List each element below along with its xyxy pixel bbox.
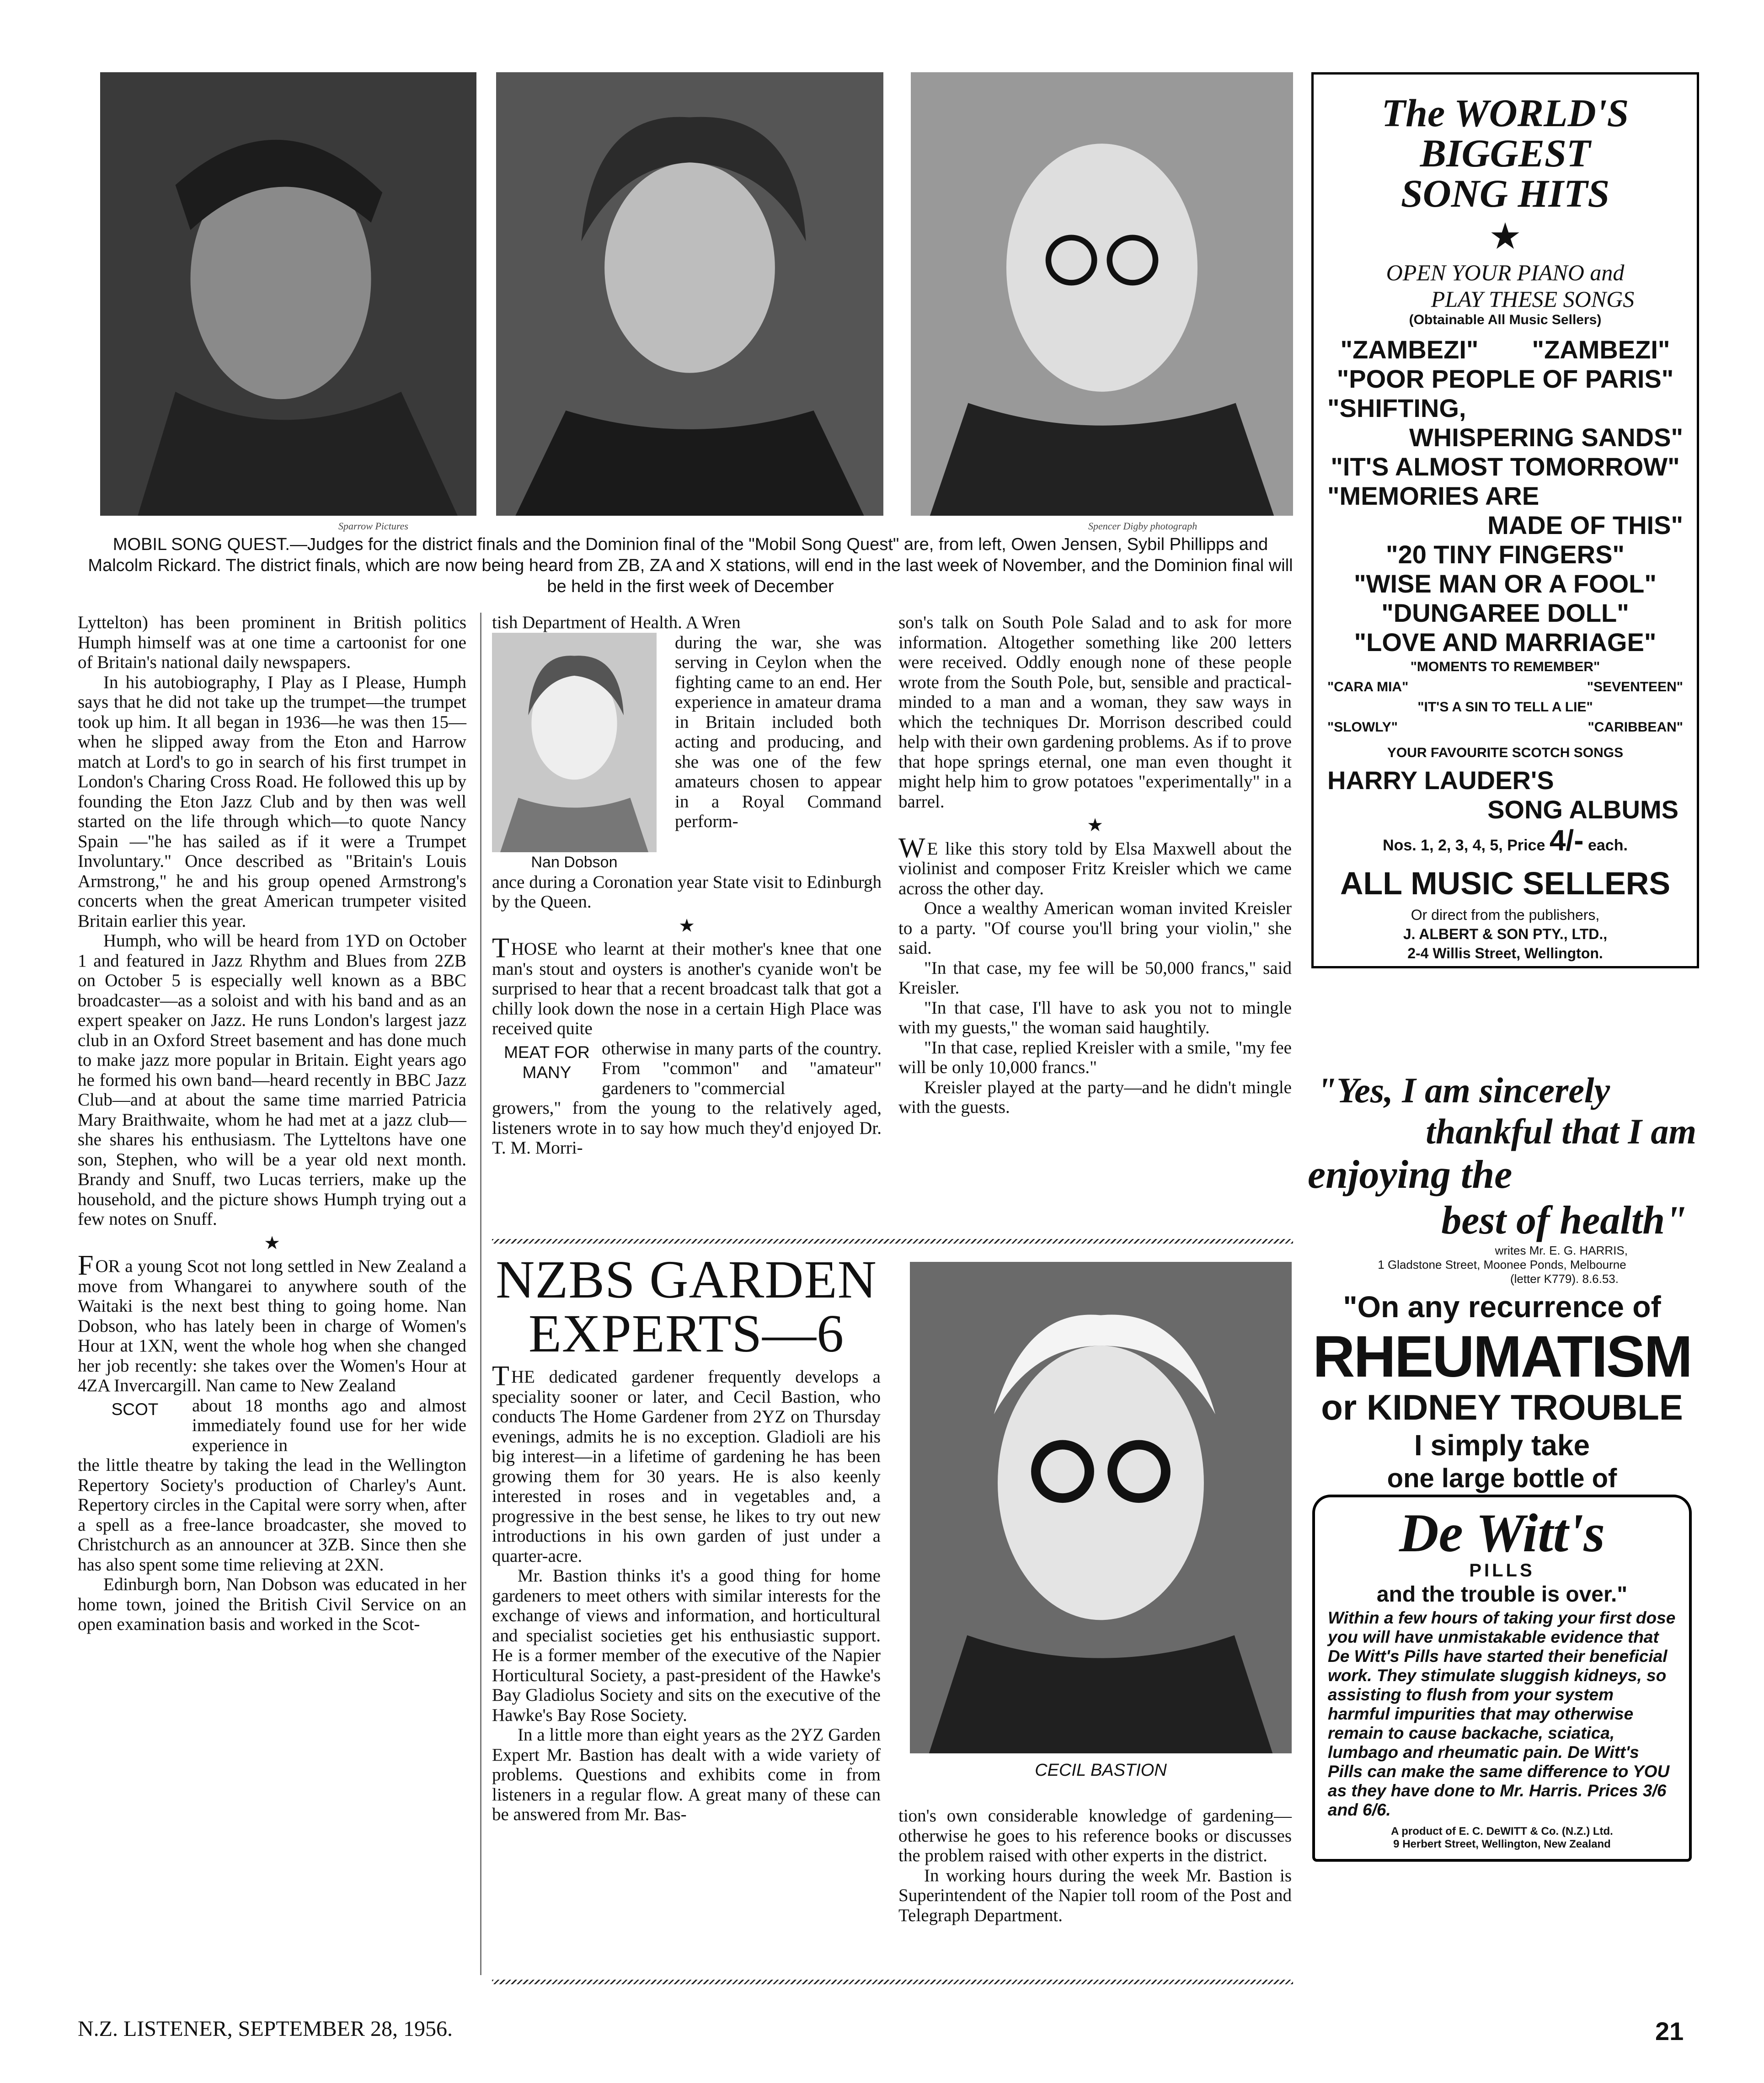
ad-lauder-2: SONG ALBUMS xyxy=(1487,795,1678,824)
ad-quote-3: enjoying the xyxy=(1308,1153,1513,1197)
ad-body: Within a few hours of taking your first dose you will have unmistakable evidence that De Witt's Pills have started their beneficial work. They stimulate sluggish kidneys, so assisting to flush from your system harmful impurities that may otherwise remain to cause backache, sciatica, lumbago and rheumatic pain. De Witt's Pills can make the same difference to YOU as they have done to Mr. Harris. Prices 3/6 and 6/6. xyxy=(1328,1608,1676,1819)
col1-para-2: In his autobiography, I Play as I Please, Humph says that he did not take up the trumpet—the trumpet took up him. It all began in 1936—he was then 15—when he slipped away from the Eton and Harrow match at Lord's to go in search of his first trumpet in London's Charing Cross Road. He followed this up by founding the Eton Jazz Club and by then was well started on the life through which—to quote Nancy Spain —"he has sailed as if it were a Trumpet Involuntary." Once described as "Britain's Louis Armstrong," he and his group opened Armstrong's concerts when the great American trumpeter visited Britain earlier this year. xyxy=(78,672,466,931)
drop-cap: T xyxy=(492,933,509,964)
garden-title-line-1: NZBS GARDEN xyxy=(496,1250,877,1309)
ad-price-label: Nos. 1, 2, 3, 4, 5, Price xyxy=(1383,837,1545,854)
garden-column xyxy=(492,1361,881,1825)
ad-quote-2: thankful that I am xyxy=(1426,1111,1696,1151)
wavy-rule-bottom xyxy=(492,1980,1293,1984)
ad-all-music-sellers: ALL MUSIC SELLERS xyxy=(1340,865,1671,901)
col1-para-4c: the little theatre by taking the lead in the Wellington Repertory Society's production of Charley's Aunt. Repertory circles in the Capital were sorry when, after a spell as a free-lance broadcaster, she moved to Christchurch as an announcer at 3ZB. Since then she has also spent some time relieving at 2XN. xyxy=(78,1455,466,1575)
song-memories-1: "MEMORIES ARE xyxy=(1327,481,1539,510)
song-wise-man: "WISE MAN OR A FOOL" xyxy=(1354,569,1657,598)
garden-title xyxy=(492,1250,881,1363)
advertisement-dewitts-pills xyxy=(1308,1070,1696,1948)
footer-issue-line: N.Z. LISTENER, SEPTEMBER 28, 1956. xyxy=(78,2017,453,2041)
photo-caption-nan-dobson: Nan Dobson xyxy=(531,853,618,871)
garden-para-4: tion's own considerable knowledge of gardening—otherwise he goes to his reference books or discusses the problem raised with other experts in the district. xyxy=(898,1806,1292,1865)
ad-sub-3: (Obtainable All Music Sellers) xyxy=(1409,312,1602,327)
ad-recurrence: "On any recurrence of xyxy=(1343,1290,1661,1324)
ad-writes-3: (letter K779). 8.6.53. xyxy=(1510,1272,1619,1286)
photo-caption-cecil-bastion: CECIL BASTION xyxy=(1035,1761,1167,1780)
photo-credit-spencer-digby: Spencer Digby photograph xyxy=(1088,520,1197,532)
ad-publisher-1: Or direct from the publishers, xyxy=(1411,907,1600,923)
ad-price: 4/- xyxy=(1549,824,1584,857)
col2-para-cont: ance during a Coronation year State visit to Edinburgh by the Queen. xyxy=(492,872,882,912)
side-heading-scot: SCOT xyxy=(111,1399,159,1419)
star-divider: ★ xyxy=(1087,815,1103,835)
drop-cap: T xyxy=(492,1361,509,1392)
ad-scotch-songs: YOUR FAVOURITE SCOTCH SONGS xyxy=(1387,745,1624,760)
ad-sub-1: OPEN YOUR PIANO and xyxy=(1386,260,1625,285)
ad-headline-2: SONG HITS xyxy=(1401,171,1610,215)
song-shifting-2: WHISPERING SANDS" xyxy=(1409,423,1683,452)
col2-para-2c: growers," from the young to the relatively aged, listeners wrote in to say how much they'd enjoyed Dr. T. M. Morri- xyxy=(492,1098,882,1158)
page-number: 21 xyxy=(1655,2017,1684,2046)
drop-cap: W xyxy=(898,832,925,864)
song-caribbean: "CARIBBEAN" xyxy=(1588,720,1683,735)
photo-credit-sparrow: Sparrow Pictures xyxy=(338,520,408,532)
song-zambezi-1: "ZAMBEZI" xyxy=(1340,335,1479,364)
photo-caption: MOBIL SONG QUEST.—Judges for the district finals and the Dominion final of the "Mobil Song Quest" are, from left, Owen Jensen, Sybil Phillipps and Malcolm Rickard. The district finals, which are now being heard from ZB, ZA and X stations, will end in the last week of November, and the Dominion final will be held in the first week of December xyxy=(88,535,1293,596)
ad-one-large-bottle: one large bottle of xyxy=(1387,1463,1617,1493)
side-heading-meat-for-many: MEAT FOR MANY xyxy=(504,1042,590,1082)
col1-para-1: Lyttelton) has been prominent in British politics Humph himself was at one time a cartoonist for one of Britain's national daily newspapers. xyxy=(78,613,466,672)
col2-para-2b: otherwise in many parts of the country. From "common" and "amateur" gardeners to "commercial xyxy=(602,1038,882,1098)
column-rule xyxy=(480,613,481,1975)
dewitts-pills-label: PILLS xyxy=(1469,1560,1535,1581)
col1-para-4a: FOR a young Scot not long settled in New Zealand a move from Whangarei to anywhere south of the Waitaki is the next best thing to going home. Nan Dobson, who has lately been in charge of Women's Hour at 1XN, went the whole hog when she changed her job recently: she takes over the Women's Hour at 4ZA Invercargill. Nan came to New Zealand xyxy=(78,1250,466,1395)
ad-product-2: 9 Herbert Street, Wellington, New Zealand xyxy=(1393,1838,1611,1850)
ad-rheumatism: RHEUMATISM xyxy=(1313,1324,1691,1389)
star-icon: ★ xyxy=(1489,216,1522,256)
ad-writes-2: 1 Gladstone Street, Moonee Ponds, Melbourne xyxy=(1378,1258,1626,1271)
ad-lauder-1: HARRY LAUDER'S xyxy=(1327,766,1554,795)
col3-para-7: Kreisler played at the party—and he didn't mingle with the guests. xyxy=(898,1077,1292,1117)
ad-sub-2: PLAY THESE SONGS xyxy=(1431,286,1635,312)
ad-headline-1: The WORLD'S BIGGEST xyxy=(1381,91,1629,175)
song-shifting-1: "SHIFTING, xyxy=(1327,394,1466,422)
song-its-almost-tomorrow: "IT'S ALMOST TOMORROW" xyxy=(1331,452,1680,481)
ad-product-1: A product of E. C. DeWITT & Co. (N.Z.) Ltd. xyxy=(1391,1825,1613,1837)
col2-para-2: THOSE who learnt at their mother's knee that one man's stout and oysters is another's cyanide won't be surprised to hear that a recent broadcast talk that got a chilly look down the nose in a certain High Place was received quite xyxy=(492,933,882,1038)
song-poor-people-of-paris: "POOR PEOPLE OF PARIS" xyxy=(1336,364,1674,393)
ad-publisher-2: J. ALBERT & SON PTY., LTD., xyxy=(1403,926,1608,942)
drop-cap: F xyxy=(78,1250,94,1281)
song-slowly: "SLOWLY" xyxy=(1327,720,1398,735)
column-2 xyxy=(492,613,882,1158)
photo-malcolm-rickard xyxy=(911,72,1293,516)
col3-para-3: Once a wealthy American woman invited Kreisler to a party. "Of course you'll bring your violin," she said. xyxy=(898,898,1292,958)
garden-title-line-2: EXPERTS—6 xyxy=(528,1303,845,1363)
ad-publisher-3: 2-4 Willis Street, Wellington. xyxy=(1407,945,1603,961)
ad-quote-1: "Yes, I am sincerely xyxy=(1317,1070,1610,1110)
ad-kidney-trouble: or KIDNEY TROUBLE xyxy=(1321,1387,1683,1427)
song-moments: "MOMENTS TO REMEMBER" xyxy=(1410,659,1600,674)
photo-sybil-phillipps xyxy=(496,72,883,516)
garden-para-5: In working hours during the week Mr. Bastion is Superintendent of the Napier toll room of the Post and Telegraph Department. xyxy=(898,1865,1292,1925)
photo-owen-jensen xyxy=(100,72,476,516)
ad-writes-1: writes Mr. E. G. HARRIS, xyxy=(1495,1244,1628,1257)
ad-quote-4: best of health" xyxy=(1441,1198,1687,1243)
col1-para-3: Humph, who will be heard from 1YD on October 1 and featured in Jazz Rhythm and Blues from 2ZB on October 5 is especially well known as a BBC broadcaster—as a soloist and with his band and as an expert speaker on Jazz. He runs London's largest jazz club in an Oxford Street basement and has done much to make jazz more popular in Britain. Eight years ago he formed his own band—heard recently in BBC Jazz Club—and at about the same time married Patricia Mary Braithwaite, whom he had met at a jazz club—she shares his enthusiasm. The Lytteltons have one son, Stephen, who will be a year old next month. Brandy and Snuff, two Lucas terriers, make up the household, and the picture shows Humph trying out a few notes on Snuff. xyxy=(78,931,466,1229)
col2-para-1: tish Department of Health. A Wren xyxy=(492,613,741,632)
ad-trouble-over: and the trouble is over." xyxy=(1376,1582,1628,1607)
ad-simply-take: I simply take xyxy=(1414,1429,1590,1462)
garden-para-3: In a little more than eight years as the 2YZ Garden Expert Mr. Bastion has dealt with a wide variety of problems. Questions and exhibits come in from listeners in a regular flow. A great many of these can be answered from Mr. Bas- xyxy=(492,1725,881,1824)
column-3 xyxy=(898,613,1292,1117)
col3-para-6: "In that case, replied Kreisler with a smile, "my fee will be only 10,000 francs." xyxy=(898,1037,1292,1077)
garden-para-2: Mr. Bastion thinks it's a good thing for home gardeners to meet others with similar interests for the exchange of views and information, and horticultural and specialist societies get his enthusiastic support. He is a former member of the executive of the Napier Horticultural Society, a past-president of the Hawke's Bay Gladiolus Society and sits on the executive of the Hawke's Bay Rose Society. xyxy=(492,1566,881,1725)
song-its-a-sin: "IT'S A SIN TO TELL A LIE" xyxy=(1417,700,1593,715)
star-divider: ★ xyxy=(679,915,695,936)
song-dungaree-doll: "DUNGAREE DOLL" xyxy=(1381,598,1629,627)
garden-column-2 xyxy=(898,1806,1292,1925)
song-zambezi-2: "ZAMBEZI" xyxy=(1532,335,1670,364)
song-memories-2: MADE OF THIS" xyxy=(1487,511,1683,539)
col3-para-5: "In that case, I'll have to ask you not to mingle with my guests," the woman said haughtily. xyxy=(898,998,1292,1037)
song-20-tiny-fingers: "20 TINY FINGERS" xyxy=(1386,540,1625,569)
col1-para-5: Edinburgh born, Nan Dobson was educated in her home town, joined the British Civil Service on an open examination basis and worked in the Scot- xyxy=(78,1575,466,1634)
star-divider: ★ xyxy=(264,1232,280,1253)
wavy-rule xyxy=(492,1239,1293,1244)
col3-para-1: son's talk on South Pole Salad and to ask for more information. Altogether something like 200 letters were received. Oddly enough none of these people wrote from the South Pole, but, sensible and practical-minded to a man and a woman, they saw ways in which the techniques Dr. Morrison described could help with their own gardening problems. As if to prove that hope springs eternal, one man even thought it might help him to grow potatoes "experimentally" in a barrel. xyxy=(898,613,1292,812)
column-1 xyxy=(78,613,466,1634)
col2-para-wrap: during the war, she was serving in Ceylon when the fighting came to an end. Her experience in amateur drama in Britain included both acting and producing, and she was one of the few amateurs chosen to appear in a Royal Command perform- xyxy=(675,632,882,831)
photo-cecil-bastion xyxy=(910,1262,1292,1753)
ad-price-each: each. xyxy=(1588,837,1628,854)
col3-para-4: "In that case, my fee will be 50,000 francs," said Kreisler. xyxy=(898,958,1292,998)
song-cara-mia: "CARA MIA" xyxy=(1327,679,1409,694)
advertisement-song-hits xyxy=(1311,72,1699,968)
col1-para-4b: about 18 months ago and almost immediately found use for her wide experience in xyxy=(192,1395,466,1455)
garden-para-1: THE dedicated gardener frequently develops a speciality sooner or later, and Cecil Bastion, who conducts The Home Gardener from 2YZ on Thursday evenings, admits he is no exception. Gladioli are his big interest—in a lifetime of gardening he has been growing them for 30 years. He is also keenly interested in roses and in vegetables and, a progressive in the best sense, he likes to try out new introductions in his own garden of just under a quarter-acre. xyxy=(492,1361,881,1566)
song-seventeen: "SEVENTEEN" xyxy=(1587,679,1683,694)
photo-nan-dobson xyxy=(492,633,657,852)
col3-para-2: W E like this story told by Elsa Maxwell about the violinist and composer Fritz Kreisler which we came across the other day. xyxy=(898,832,1292,898)
dewitts-logo: De Witt's xyxy=(1399,1502,1605,1563)
song-love-and-marriage: "LOVE AND MARRIAGE" xyxy=(1354,628,1657,657)
ad-bottle-label xyxy=(1312,1495,1692,1862)
